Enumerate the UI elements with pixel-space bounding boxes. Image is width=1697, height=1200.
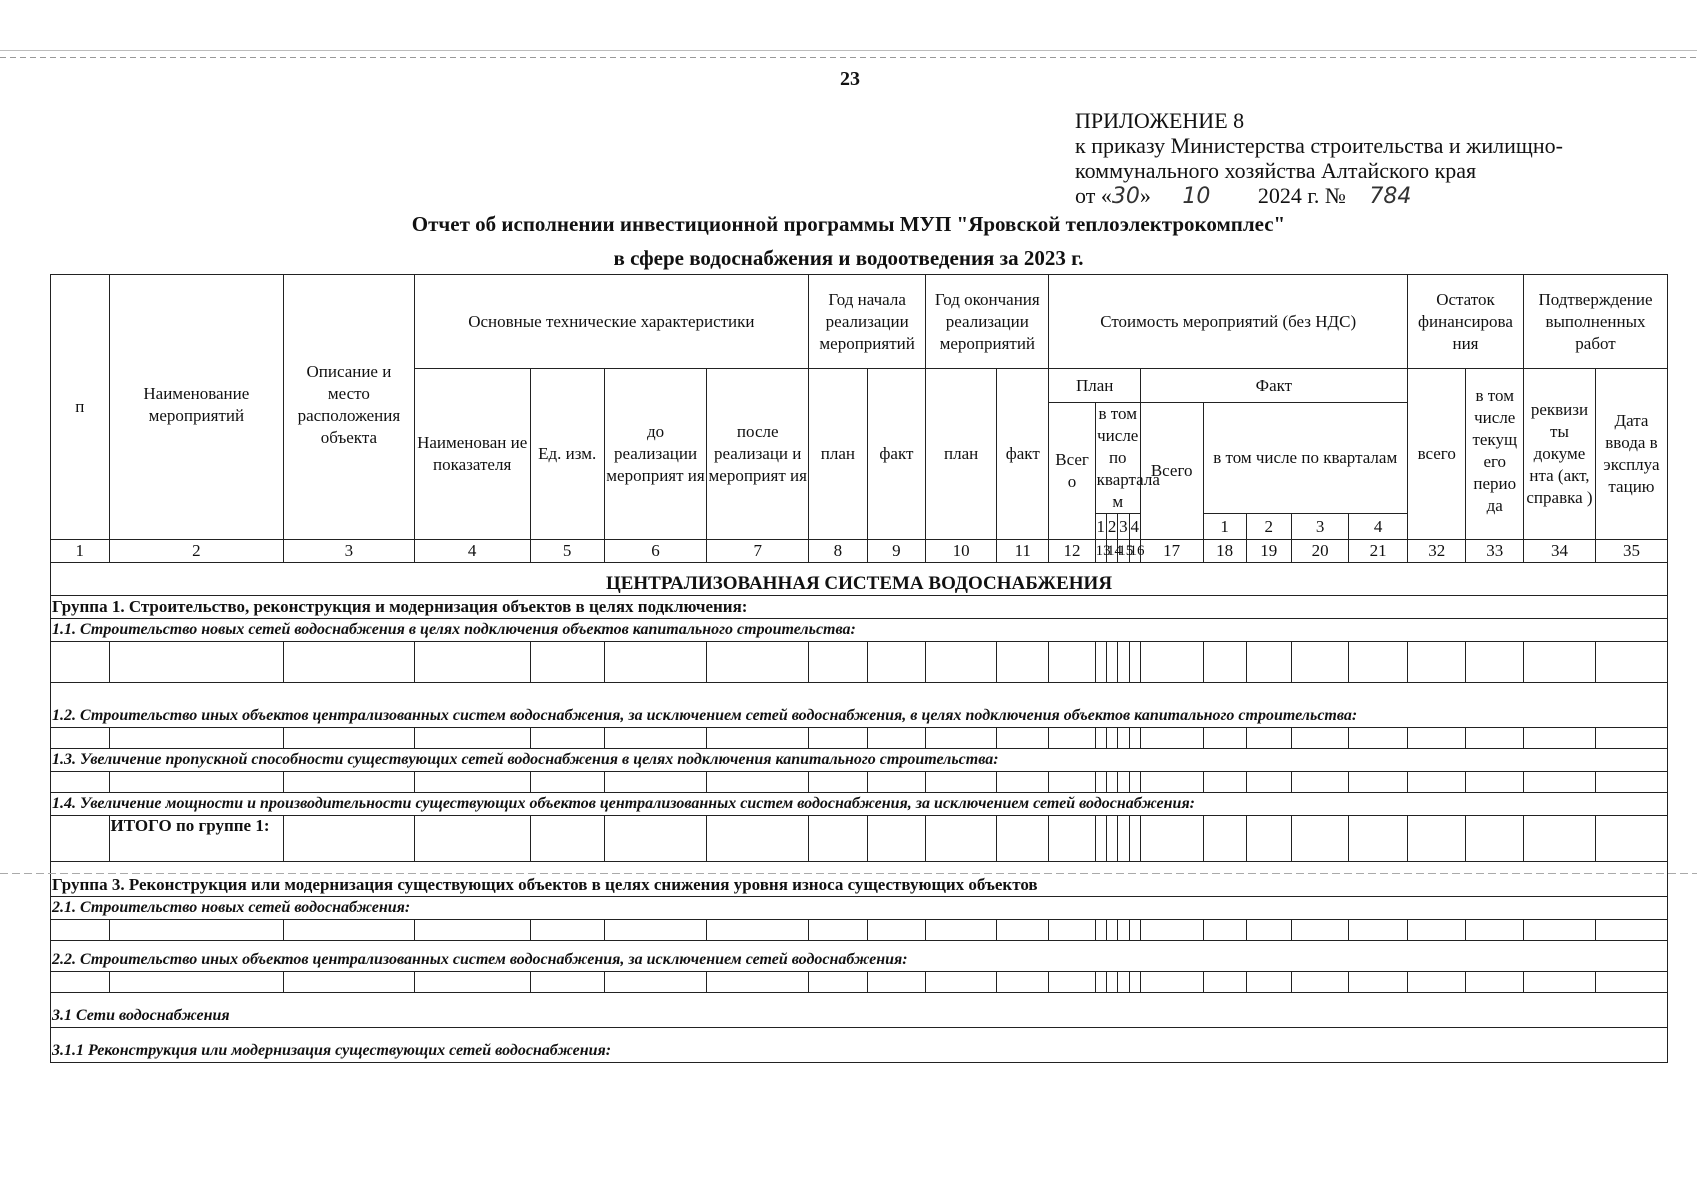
header-plan-total: Всег о [1049,403,1095,540]
report-subtitle: в сфере водоснабжения и водоотведения за 2023 г. [613,246,1084,270]
column-number: 2 [109,540,284,563]
section-title: ЦЕНТРАЛИЗОВАННАЯ СИСТЕМА ВОДОСНАБЖЕНИЯ [51,563,1668,596]
empty-row [51,920,1668,941]
column-number: 8 [809,540,868,563]
header-plan-end: план [926,369,997,540]
handwritten-number: 784 [1369,184,1412,209]
empty-row [51,642,1668,683]
header-year-end: Год окончания реализации мероприятий [926,275,1049,369]
header-remaining: Остаток финансирова ния [1407,275,1523,369]
header-fact-quarters: в том числе по кварталам [1203,403,1407,514]
column-number: 11 [997,540,1049,563]
header-after: после реализаци и мероприят ия [707,369,809,540]
subsection-heading: 2.1. Строительство новых сетей водоснабжения: [51,897,1668,920]
column-number: 18 [1203,540,1246,563]
column-number: 6 [604,540,707,563]
header-fact-q2: 2 [1246,514,1291,540]
column-number: 7 [707,540,809,563]
header-confirm: Подтверждение выполненных работ [1524,275,1668,369]
header-date-commission: Дата ввода в эксплуа тацию [1595,369,1667,540]
report-table [50,274,1668,1063]
column-number: 13 [1095,540,1106,563]
header-fact-end: факт [997,369,1049,540]
appendix-title: ПРИЛОЖЕНИЕ 8 [1075,108,1245,133]
column-number-row [51,540,1668,563]
subsection-heading: 1.4. Увеличение мощности и производительности существующих объектов централизованных систем водоснабжения, за исключением сетей водоснабжения: [51,793,1668,816]
empty-row [51,728,1668,749]
appendix-line: коммунального хозяйства Алтайского края [1075,158,1477,183]
column-number: 17 [1140,540,1203,563]
handwritten-day: 30 [1111,184,1140,209]
group-heading: Группа 1. Строительство, реконструкция и модернизация объектов в целях подключения: [51,596,1668,619]
header-fact-total: Всего [1140,403,1203,540]
column-number: 19 [1246,540,1291,563]
column-number: 10 [926,540,997,563]
header-cost-plan: План [1049,369,1140,403]
column-number: 14 [1106,540,1117,563]
header-name: Наименование мероприятий [109,275,284,540]
header-year-start: Год начала реализации мероприятий [809,275,926,369]
scan-artifact-line [0,57,1697,58]
header-fact-start: факт [867,369,926,540]
empty-row [51,972,1668,993]
itogo-row [51,816,1668,862]
column-number: 4 [414,540,530,563]
column-number: 21 [1349,540,1408,563]
appendix-block [1075,108,1563,209]
header-plan-q2: 2 [1106,514,1117,540]
header-plan-q4: 4 [1129,514,1140,540]
header-cost: Стоимость мероприятий (без НДС) [1049,275,1408,369]
report-title: Отчет об исполнении инвестиционной программы МУП "Яровской теплоэлектрокомплес" [411,212,1286,236]
header-n: п [51,275,110,540]
subsection-heading: 3.1 Сети водоснабжения [51,993,1668,1028]
header-requisites: реквизи ты докуме нта (акт, справка ) [1524,369,1596,540]
column-number: 1 [51,540,110,563]
column-number: 5 [530,540,604,563]
empty-row [51,772,1668,793]
subsection-heading: 2.2. Строительство иных объектов централизованных систем водоснабжения, за исключением сетей водоснабжения: [51,941,1668,972]
subsection-heading: 1.3. Увеличение пропускной способности существующих сетей водоснабжения в целях подключения капитального строительства: [51,749,1668,772]
header-indicator: Наименован ие показателя [414,369,530,540]
column-number: 34 [1524,540,1596,563]
header-cost-fact: Факт [1140,369,1407,403]
header-plan-q1: 1 [1095,514,1106,540]
header-plan-quarters: в том числе по квартала м [1095,403,1140,514]
scan-artifact-line [0,873,1697,874]
header-desc: Описание и место расположения объекта [284,275,414,540]
header-rem-current: в том числе текущ его перио да [1466,369,1524,540]
scan-artifact-line [0,50,1697,51]
date-prefix: от « [1075,183,1112,208]
header-tech: Основные технические характеристики [414,275,808,369]
subsection-heading: 1.2. Строительство иных объектов централизованных систем водоснабжения, за исключением сетей водоснабжения, в целях подключения объектов капитального строительства: [51,683,1668,728]
column-number: 3 [284,540,414,563]
header-unit: Ед. изм. [530,369,604,540]
header-fact-q4: 4 [1349,514,1408,540]
column-number: 32 [1407,540,1466,563]
column-number: 15 [1118,540,1129,563]
column-number: 12 [1049,540,1095,563]
header-rem-total: всего [1407,369,1466,540]
appendix-line: к приказу Министерства строительства и жилищно- [1075,133,1563,158]
column-number: 35 [1595,540,1667,563]
appendix-date [1075,183,1563,209]
itogo-label: ИТОГО по группе 1: [109,816,284,862]
handwritten-month: 10 [1182,184,1211,209]
header-fact-q1: 1 [1203,514,1246,540]
subsection-heading: 3.1.1 Реконструкция или модернизация существующих сетей водоснабжения: [51,1028,1668,1063]
date-quote-close: » [1139,183,1151,208]
header-fact-q3: 3 [1291,514,1349,540]
date-year: 2024 г. № [1257,183,1346,208]
group-heading: Группа 3. Реконструкция или модернизация существующих объектов в целях снижения уровня износа существующих объектов [51,862,1668,897]
header-before: до реализации мероприят ия [604,369,707,540]
page-number: 23 [840,68,860,90]
header-plan-q3: 3 [1118,514,1129,540]
column-number: 9 [867,540,926,563]
column-number: 33 [1466,540,1524,563]
column-number: 16 [1129,540,1140,563]
column-number: 20 [1291,540,1349,563]
subsection-heading: 1.1. Строительство новых сетей водоснабжения в целях подключения объектов капитального строительства: [51,619,1668,642]
header-plan-start: план [809,369,868,540]
